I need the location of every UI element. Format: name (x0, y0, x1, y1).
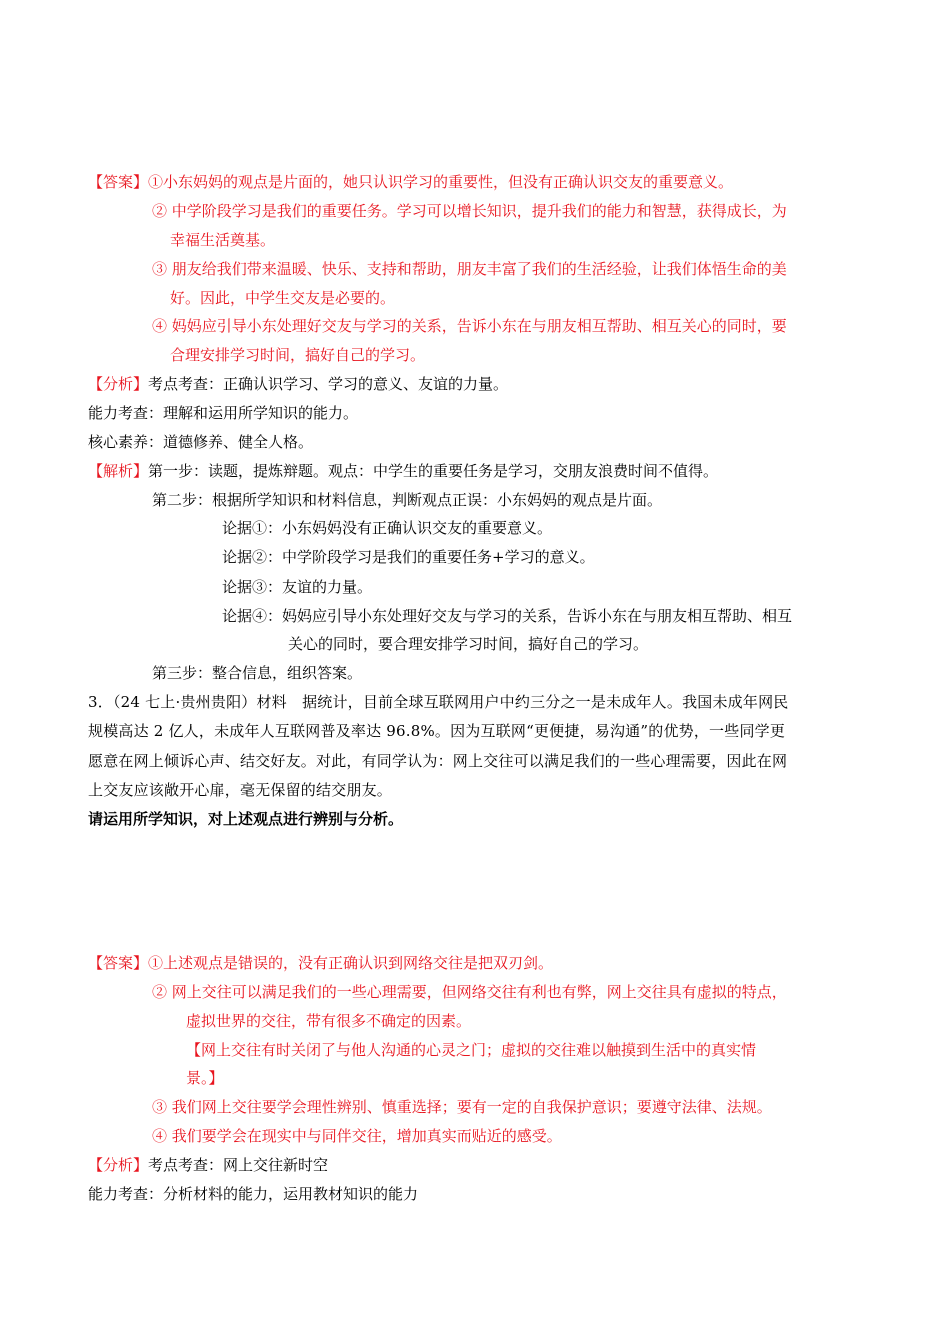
q3-answer-line-4: 【网上交往有时关闭了与他人沟通的心灵之门；虚拟的交往难以触摸到生活中的真实情 (186, 1041, 757, 1059)
q2-answer-line-4: ③ 朋友给我们带来温暖、快乐、支持和帮助，朋友丰富了我们的生活经验，让我们体悟生命的美 (152, 260, 787, 278)
q3-analysis (88, 1155, 328, 1175)
q2-core: 核心素养：道德修养、健全人格。 (88, 433, 314, 451)
q3-instruction: 请运用所学知识，对上述观点进行辨别与分析。 (88, 810, 404, 828)
q3-analysis-text: 考点考查：网上交往新时空 (148, 1156, 329, 1174)
q3-answer-line-1: 【答案】①上述观点是错误的，没有正确认识到网络交往是把双刃剑。 (88, 954, 554, 972)
q2-analysis-label: 【分析】 (88, 375, 149, 393)
q3-answer-line-7: ④ 我们要学会在现实中与同伴交往，增加真实而贴近的感受。 (152, 1127, 562, 1145)
q3-answer-line-6: ③ 我们网上交往要学会理性辨别、慎重选择；要有一定的自我保护意识；要遵守法律、法规。 (152, 1098, 772, 1116)
q2-explain-step-3: 第三步：整合信息，组织答案。 (152, 664, 363, 682)
q3-stem-line-4: 上交友应该敞开心扉，毫无保留的结交朋友。 (88, 781, 393, 799)
q2-answer-line-5: 好。因此，中学生交友是必要的。 (170, 289, 396, 307)
q3-analysis-label: 【分析】 (88, 1156, 149, 1174)
q3-answer-line-3: 虚拟世界的交往，带有很多不确定的因素。 (186, 1012, 472, 1030)
q3-answer-line-2: ② 网上交往可以满足我们的一些心理需要，但网络交往有利也有弊，网上交往具有虚拟的特点， (152, 983, 787, 1001)
q2-argument-4-cont: 关心的同时，要合理安排学习时间，搞好自己的学习。 (288, 635, 649, 653)
q2-answer-line-6: ④ 妈妈应引导小东处理好交友与学习的关系，告诉小东在与朋友相互帮助、相互关心的同时，要 (152, 317, 787, 335)
q2-argument-4: 论据④：妈妈应引导小东处理好交友与学习的关系，告诉小东在与朋友相互帮助、相互 (222, 607, 793, 625)
q2-answer-line-1: 【答案】①小东妈妈的观点是片面的，她只认识学习的重要性，但没有正确认识交友的重要意义。 (88, 173, 734, 191)
q2-explain-step-2: 第二步：根据所学知识和材料信息，判断观点正误：小东妈妈的观点是片面。 (152, 491, 663, 509)
q2-explain-step-1-text: 第一步：读题，提炼辩题。观点：中学生的重要任务是学习，交朋友浪费时间不值得。 (148, 462, 719, 480)
q2-answer-line-7: 合理安排学习时间，搞好自己的学习。 (170, 346, 426, 364)
q3-stem-line-3: 愿意在网上倾诉心声、结交好友。对此，有同学认为：网上交往可以满足我们的一些心理需要，因此在网 (88, 752, 788, 770)
q2-ability: 能力考查：理解和运用所学知识的能力。 (88, 404, 359, 422)
q3-answer-line-5: 景。】 (186, 1069, 224, 1087)
q3-stem-line-2: 规模高达 2 亿人，未成年人互联网普及率达 96.8%。因为互联网“更便捷，易沟通”的优势，一些同学更 (88, 722, 786, 740)
q2-analysis-text: 考点考查：正确认识学习、学习的意义、友谊的力量。 (148, 375, 509, 393)
q2-answer-line-3: 幸福生活奠基。 (170, 231, 276, 249)
q2-answer-line-2: ② 中学阶段学习是我们的重要任务。学习可以增长知识，提升我们的能力和智慧，获得成长，为 (152, 202, 787, 220)
q3-ability: 能力考查：分析材料的能力，运用教材知识的能力 (88, 1185, 419, 1203)
q2-argument-3: 论据③：友谊的力量。 (222, 578, 373, 596)
q2-explain-label: 【解析】 (88, 462, 149, 480)
q2-argument-1: 论据①：小东妈妈没有正确认识交友的重要意义。 (222, 519, 553, 537)
q3-stem-line-1: 3．（24 七上·贵州贵阳）材料 据统计，目前全球互联网用户中约三分之一是未成年人。我国未成年网民 (88, 693, 789, 711)
q2-analysis (88, 374, 508, 394)
q2-argument-2: 论据②：中学阶段学习是我们的重要任务+学习的意义。 (222, 548, 595, 566)
q2-explain-step-1 (88, 461, 718, 481)
